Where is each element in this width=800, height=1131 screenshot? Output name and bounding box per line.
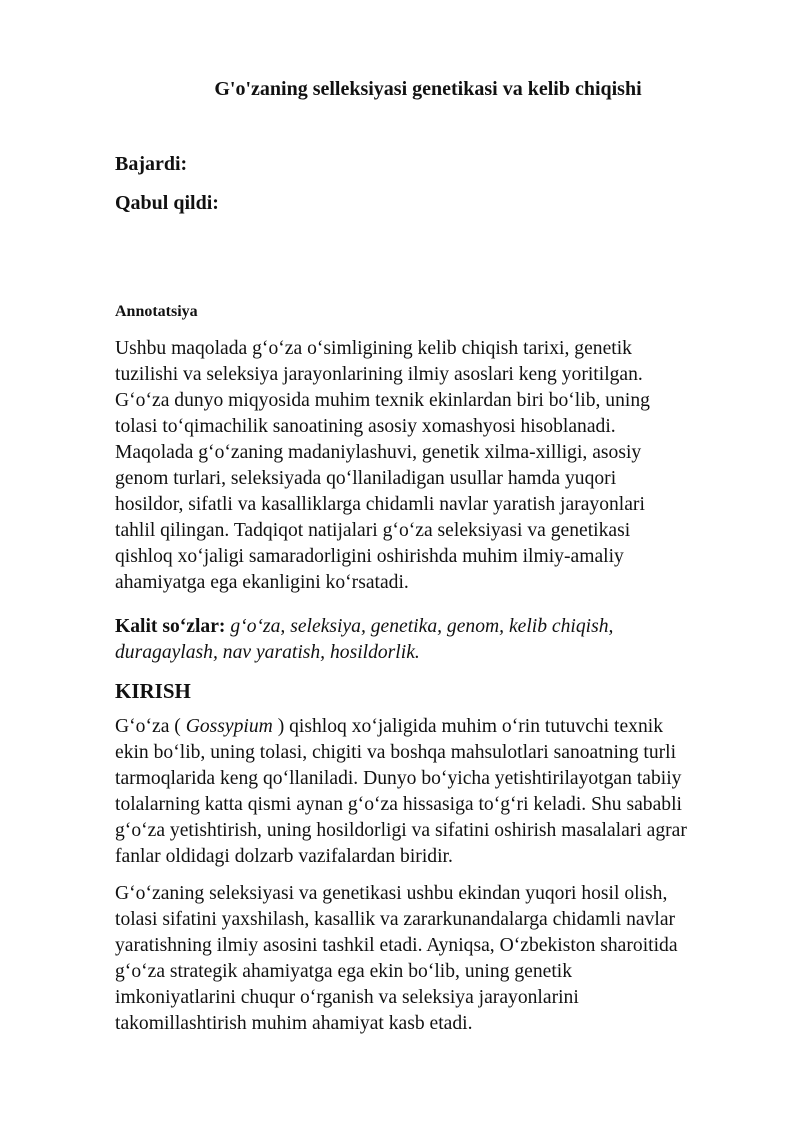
annotation-line: Ushbu maqolada g‘o‘za o‘simligining kelib chiqish tarixi, genetik — [115, 338, 632, 359]
annotation-paragraph — [115, 336, 755, 596]
performed-by-label: Bajardi: — [115, 153, 188, 175]
keywords-line — [115, 614, 755, 640]
annotation-line: qishloq xo‘jaligi samaradorligini oshirishda muhim ilmiy-amaliy — [115, 546, 624, 567]
intro-paragraph-1 — [115, 714, 755, 870]
accepted-by-label: Qabul qildi: — [115, 192, 219, 214]
annotation-line: tahlil qilingan. Tadqiqot natijalari g‘o‘za seleksiyasi va genetikasi — [115, 520, 631, 541]
latin-name: Gossypium — [185, 716, 273, 737]
annotation-line: tolasi to‘qimachilik sanoatining asosiy xomashyosi hisoblanadi. — [115, 416, 616, 437]
keywords-paragraph — [115, 614, 755, 666]
annotation-line: G‘o‘za dunyo miqyosida muhim texnik ekinlardan biri bo‘lib, uning — [115, 390, 650, 411]
page-title: G'o'zaning selleksiyasi genetikasi va kelib chiqishi — [214, 78, 642, 100]
intro-line: fanlar oldidagi dolzarb vazifalardan biridir. — [115, 846, 453, 867]
annotation-heading: Annotatsiya — [115, 303, 198, 320]
intro-line: takomillashtirish muhim ahamiyat kasb etadi. — [115, 1013, 473, 1034]
intro-line: yaratishning ilmiy asosini tashkil etadi. Ayniqsa, O‘zbekiston sharoitida — [115, 935, 678, 956]
intro-text-end: ) qishloq xo‘jaligida muhim o‘rin tutuvchi texnik — [272, 716, 664, 737]
keywords-text: g‘o‘za, seleksiya, genetika, genom, kelib chiqish, — [225, 616, 614, 637]
intro-line: imkoniyatlarini chuqur o‘rganish va seleksiya jarayonlarini — [115, 987, 579, 1008]
annotation-line: tuzilishi va seleksiya jarayonlarining ilmiy asoslari keng yoritilgan. — [115, 364, 643, 385]
intro-line: ekin bo‘lib, uning tolasi, chigiti va boshqa mahsulotlari sanoatning turli — [115, 742, 677, 763]
intro-paragraph-2 — [115, 881, 755, 1037]
intro-line: tolasi sifatini yaxshilash, kasallik va zararkunandalarga chidamli navlar — [115, 909, 676, 930]
intro-line: g‘o‘za yetishtirish, uning hosildorligi va sifatini oshirish masalalari agrar — [115, 820, 687, 841]
intro-line: tolalarning katta qismi aynan g‘o‘za hissasiga to‘g‘ri keladi. Shu sababli — [115, 794, 682, 815]
annotation-line: ahamiyatga ega ekanligini ko‘rsatadi. — [115, 572, 409, 593]
annotation-line: genom turlari, seleksiyada qo‘llaniladigan usullar hamda yuqori — [115, 468, 617, 489]
intro-line: g‘o‘za strategik ahamiyatga ega ekin bo‘lib, uning genetik — [115, 961, 573, 982]
intro-line: G‘o‘zaning seleksiyasi va genetikasi ushbu ekindan yuqori hosil olish, — [115, 883, 668, 904]
intro-heading: KIRISH — [115, 679, 191, 703]
intro-text-start: G‘o‘za ( — [115, 716, 186, 737]
intro-line — [115, 714, 755, 740]
keywords-label: Kalit so‘zlar: — [115, 616, 226, 637]
annotation-line: hosildor, sifatli va kasalliklarga chidamli navlar yaratish jarayonlari — [115, 494, 645, 515]
keywords-line: duragaylash, nav yaratish, hosildorlik. — [115, 642, 420, 663]
annotation-line: Maqolada g‘o‘zaning madaniylashuvi, genetik xilma-xilligi, asosiy — [115, 442, 642, 463]
intro-line: tarmoqlarida keng qo‘llaniladi. Dunyo bo‘yicha yetishtirilayotgan tabiiy — [115, 768, 682, 789]
